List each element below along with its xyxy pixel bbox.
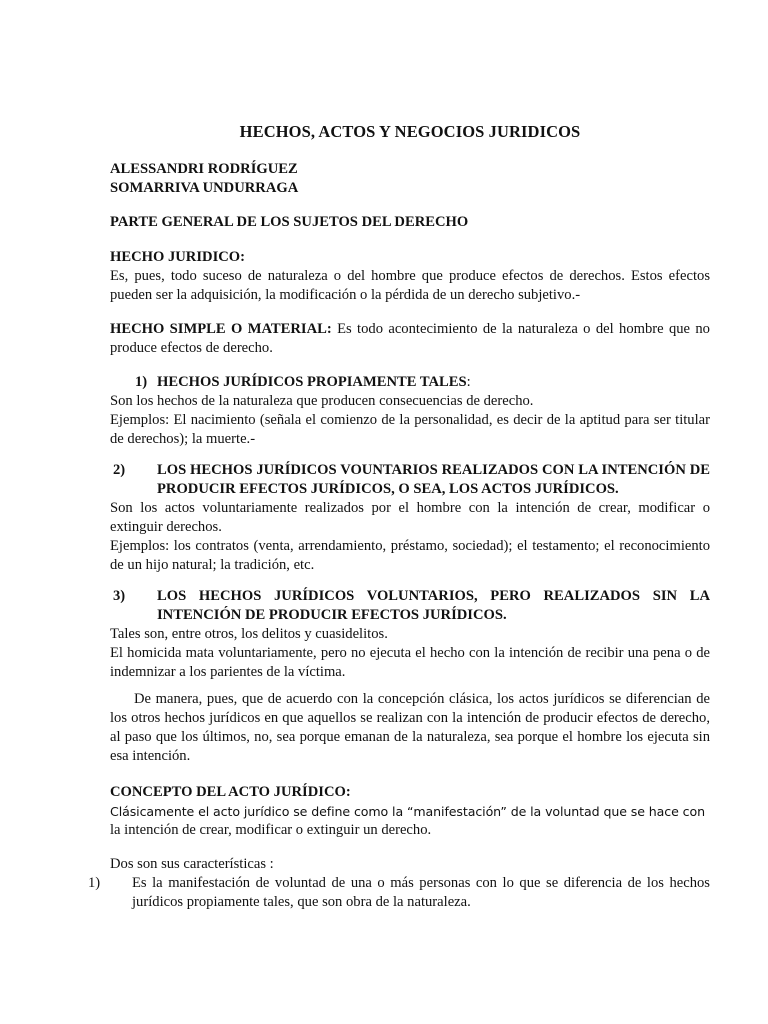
list-number: 3) xyxy=(113,588,126,604)
list-heading-colon: : xyxy=(466,374,471,390)
list-item-text: Es la manifestación de voluntad de una o más personas con lo que se diferencia de los hechos jurídicos propiamente tales, que son obra de la naturaleza. xyxy=(132,875,710,910)
section-heading: CONCEPTO DEL ACTO JURÍDICO: xyxy=(110,784,351,800)
document-title: HECHOS, ACTOS Y NEGOCIOS JURIDICOS xyxy=(239,122,581,141)
document-page xyxy=(88,0,710,1024)
list-number: 2) xyxy=(113,462,126,478)
author-name: ALESSANDRI RODRÍGUEZ xyxy=(110,161,298,177)
paragraph: Ejemplos: El nacimiento (señala el comienzo de la personalidad, es decir de la aptitud para ser titular de derechos); la muerte.- xyxy=(110,412,710,447)
list-item-2 xyxy=(110,461,710,575)
list-item-1 xyxy=(110,373,710,449)
section-heading: HECHO SIMPLE O MATERIAL: xyxy=(110,321,332,337)
paragraph: El homicida mata voluntariamente, pero no ejecuta el hecho con la intención de recibir una pena o de indemnizar a los parientes de la víctima. xyxy=(110,645,710,680)
author-name: SOMARRIVA UNDURRAGA xyxy=(110,180,299,196)
paragraph: Es, pues, todo suceso de naturaleza o del hombre que produce efectos de derechos. Estos efectos pueden ser la adquisición, la modificación o la pérdida de un derecho subjetivo.- xyxy=(110,268,710,303)
list-heading-text: LOS HECHOS JURÍDICOS VOUNTARIOS REALIZADOS CON LA INTENCIÓN DE PRODUCIR EFECTOS JURÍDICOS, O SEA, LOS ACTOS JURÍDICOS. xyxy=(157,462,710,497)
list-item xyxy=(88,874,710,912)
section-hecho-juridico xyxy=(110,248,710,305)
list-item-heading xyxy=(110,373,710,392)
list-number: 1) xyxy=(135,374,148,390)
section-subtitle: PARTE GENERAL DE LOS SUJETOS DEL DERECHO xyxy=(110,214,469,230)
list-heading-text: LOS HECHOS JURÍDICOS VOLUNTARIOS, PERO REALIZADOS SIN LA INTENCIÓN DE PRODUCIR EFECTOS JURÍDICOS. xyxy=(157,588,710,623)
section-concepto xyxy=(110,783,710,840)
authors xyxy=(110,160,710,198)
section-heading: HECHO JURIDICO: xyxy=(110,249,245,265)
paragraph: Es todo acontecimiento de la naturaleza o del hombre que no produce efectos de derecho. xyxy=(110,321,710,356)
paragraph: Son los hechos de la naturaleza que producen consecuencias de derecho. xyxy=(110,393,534,409)
paragraph: Son los actos voluntariamente realizados por el hombre con la intención de crear, modificar o extinguir derechos. xyxy=(110,500,710,535)
list-item-heading xyxy=(110,587,710,625)
paragraph: Dos son sus características : xyxy=(110,856,274,872)
paragraph: la intención de crear, modificar o extinguir un derecho. xyxy=(110,822,432,838)
section-caracteristicas xyxy=(88,855,710,912)
list-item-heading xyxy=(110,461,710,499)
paragraph: Ejemplos: los contratos (venta, arrendamiento, préstamo, sociedad); el testamento; el reconocimiento de un hijo natural; la tradición, etc. xyxy=(110,538,710,573)
list-item-3 xyxy=(110,587,710,682)
conclusion-paragraph: De manera, pues, que de acuerdo con la concepción clásica, los actos jurídicos se diferencian de los otros hechos jurídicos en que aquellos se realizan con la intención de producir efectos de derecho, al paso que los últimos, no, sea porque emanan de la naturaleza, sea porque el hombre los ejecuta sin esa intención. xyxy=(110,691,710,764)
list-heading-text: HECHOS JURÍDICOS PROPIAMENTE TALES xyxy=(157,374,467,390)
paragraph-sans-line: Clásicamente el acto jurídico se define como la “manifestación” de la voluntad que se hace con xyxy=(110,804,705,819)
list-number: 1) xyxy=(88,875,101,891)
paragraph: Tales son, entre otros, los delitos y cuasidelitos. xyxy=(110,626,388,642)
section-hecho-simple xyxy=(110,320,710,358)
